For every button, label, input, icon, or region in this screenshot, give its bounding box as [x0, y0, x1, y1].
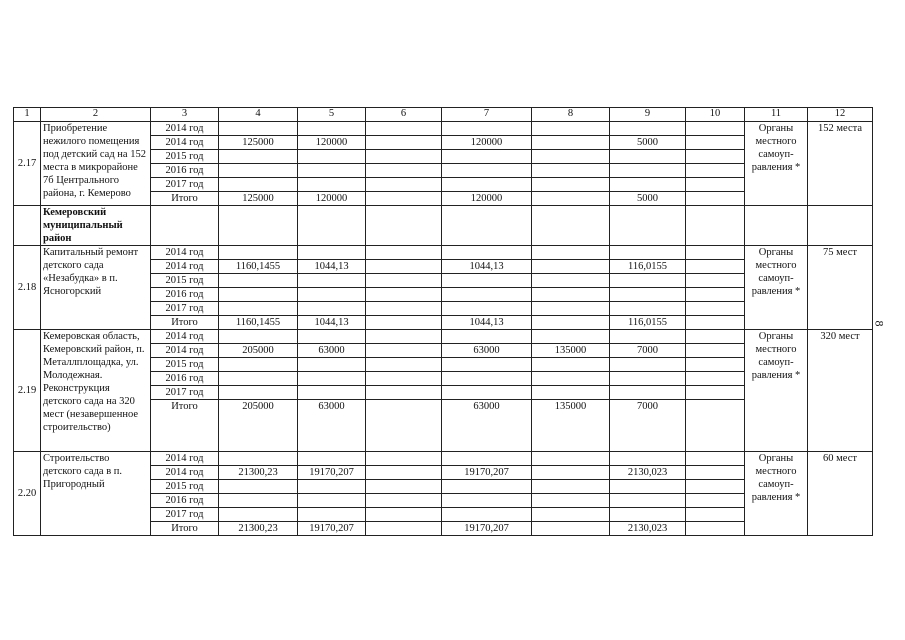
value-cell	[686, 400, 745, 452]
value-cell	[686, 372, 745, 386]
executor-cell: Органы местного самоуп-равления *	[745, 246, 808, 330]
value-cell	[686, 494, 745, 508]
value-cell	[686, 508, 745, 522]
value-cell	[366, 302, 442, 316]
result-cell: 60 мест	[808, 452, 873, 536]
executor-cell: Органы местного самоуп-равления *	[745, 122, 808, 206]
cell-empty	[298, 206, 366, 246]
section-row	[14, 206, 873, 246]
value-cell: 135000	[532, 344, 610, 358]
value-cell: 19170,207	[442, 522, 532, 536]
cell-empty	[532, 206, 610, 246]
value-cell	[366, 178, 442, 192]
value-cell	[686, 274, 745, 288]
value-cell: 7000	[610, 400, 686, 452]
value-cell	[442, 164, 532, 178]
value-cell	[298, 246, 366, 260]
value-cell	[686, 288, 745, 302]
value-cell	[610, 330, 686, 344]
value-cell	[686, 192, 745, 206]
value-cell: 1044,13	[442, 260, 532, 274]
value-cell	[532, 508, 610, 522]
column-header: 11	[745, 108, 808, 122]
value-cell	[219, 150, 298, 164]
value-cell	[219, 358, 298, 372]
value-cell	[442, 494, 532, 508]
value-cell	[298, 302, 366, 316]
value-cell: 120000	[298, 136, 366, 150]
value-cell	[532, 302, 610, 316]
header-row	[14, 108, 873, 122]
year-cell: 2015 год	[151, 274, 219, 288]
year-cell: 2015 год	[151, 480, 219, 494]
value-cell	[366, 358, 442, 372]
value-cell	[532, 358, 610, 372]
value-cell	[366, 452, 442, 466]
value-cell	[532, 316, 610, 330]
value-cell	[610, 150, 686, 164]
year-cell: 2014 год	[151, 330, 219, 344]
item-number: 2.17	[14, 122, 41, 206]
year-cell: 2017 год	[151, 386, 219, 400]
value-cell	[219, 274, 298, 288]
value-cell	[610, 274, 686, 288]
item-number: 2.18	[14, 246, 41, 330]
item-number: 2.19	[14, 330, 41, 452]
value-cell: 2130,023	[610, 522, 686, 536]
value-cell	[610, 178, 686, 192]
value-cell	[686, 122, 745, 136]
program-table	[13, 107, 873, 536]
value-cell	[532, 494, 610, 508]
value-cell	[442, 274, 532, 288]
value-cell: 63000	[442, 400, 532, 452]
value-cell	[366, 316, 442, 330]
page-number: 8	[872, 320, 887, 327]
item-name: Приобретение нежилого помещения под детский сад на 152 места в микрорайоне 7б Центрального района, г. Кемерово	[41, 122, 151, 206]
column-header: 2	[41, 108, 151, 122]
value-cell	[686, 466, 745, 480]
column-header: 3	[151, 108, 219, 122]
value-cell	[366, 122, 442, 136]
year-cell: Итого	[151, 400, 219, 452]
value-cell	[610, 386, 686, 400]
value-cell	[442, 178, 532, 192]
value-cell	[366, 400, 442, 452]
column-header: 6	[366, 108, 442, 122]
value-cell	[219, 288, 298, 302]
value-cell	[442, 330, 532, 344]
value-cell	[298, 358, 366, 372]
value-cell	[532, 274, 610, 288]
year-cell: 2015 год	[151, 150, 219, 164]
value-cell	[298, 288, 366, 302]
value-cell	[366, 192, 442, 206]
value-cell	[532, 522, 610, 536]
value-cell	[366, 260, 442, 274]
table-row	[14, 330, 873, 344]
cell-empty	[151, 206, 219, 246]
value-cell	[686, 386, 745, 400]
result-cell: 75 мест	[808, 246, 873, 330]
value-cell	[219, 452, 298, 466]
value-cell	[442, 246, 532, 260]
value-cell	[532, 150, 610, 164]
year-cell: 2016 год	[151, 164, 219, 178]
item-name: Кемеровская область, Кемеровский район, п. Металлплощадка, ул. Молодежная. Реконструкция детского сада на 320 мест (незавершенное строительство)	[41, 330, 151, 452]
table-body	[14, 108, 873, 536]
value-cell	[532, 288, 610, 302]
value-cell: 19170,207	[298, 466, 366, 480]
cell-empty	[745, 206, 808, 246]
column-header: 4	[219, 108, 298, 122]
value-cell	[686, 136, 745, 150]
column-header: 12	[808, 108, 873, 122]
value-cell: 5000	[610, 192, 686, 206]
value-cell: 120000	[442, 136, 532, 150]
value-cell: 21300,23	[219, 522, 298, 536]
value-cell: 120000	[442, 192, 532, 206]
cell-empty	[442, 206, 532, 246]
value-cell	[219, 494, 298, 508]
table-row	[14, 246, 873, 260]
section-title: Кемеровский муниципальный район	[41, 206, 151, 246]
value-cell: 1044,13	[298, 316, 366, 330]
value-cell	[532, 246, 610, 260]
value-cell	[442, 302, 532, 316]
value-cell	[442, 122, 532, 136]
year-cell: 2014 год	[151, 344, 219, 358]
column-header: 7	[442, 108, 532, 122]
value-cell	[219, 372, 298, 386]
value-cell	[298, 178, 366, 192]
value-cell	[532, 386, 610, 400]
value-cell	[366, 508, 442, 522]
cell-empty	[366, 206, 442, 246]
table-row	[14, 452, 873, 466]
value-cell	[610, 358, 686, 372]
result-cell: 152 места	[808, 122, 873, 206]
value-cell: 125000	[219, 136, 298, 150]
cell-empty	[686, 206, 745, 246]
value-cell	[610, 122, 686, 136]
item-number: 2.20	[14, 452, 41, 536]
value-cell	[442, 288, 532, 302]
value-cell	[532, 452, 610, 466]
value-cell: 205000	[219, 344, 298, 358]
value-cell	[442, 372, 532, 386]
value-cell	[442, 508, 532, 522]
value-cell	[686, 358, 745, 372]
value-cell	[366, 344, 442, 358]
value-cell	[219, 122, 298, 136]
value-cell: 63000	[298, 344, 366, 358]
value-cell	[610, 246, 686, 260]
value-cell	[442, 358, 532, 372]
value-cell	[219, 178, 298, 192]
column-header: 10	[686, 108, 745, 122]
value-cell	[366, 330, 442, 344]
value-cell	[686, 452, 745, 466]
year-cell: 2016 год	[151, 288, 219, 302]
year-cell: 2014 год	[151, 452, 219, 466]
value-cell	[686, 316, 745, 330]
value-cell: 5000	[610, 136, 686, 150]
value-cell: 116,0155	[610, 260, 686, 274]
value-cell	[532, 178, 610, 192]
value-cell	[532, 466, 610, 480]
value-cell	[219, 246, 298, 260]
value-cell	[686, 522, 745, 536]
value-cell	[686, 246, 745, 260]
year-cell: 2014 год	[151, 246, 219, 260]
value-cell: 205000	[219, 400, 298, 452]
value-cell	[219, 164, 298, 178]
column-header: 9	[610, 108, 686, 122]
value-cell	[219, 330, 298, 344]
value-cell	[298, 274, 366, 288]
value-cell	[366, 164, 442, 178]
value-cell	[366, 386, 442, 400]
cell-empty	[219, 206, 298, 246]
cell-empty	[14, 206, 41, 246]
value-cell	[298, 150, 366, 164]
value-cell: 116,0155	[610, 316, 686, 330]
item-name: Строительство детского сада в п. Пригородный	[41, 452, 151, 536]
value-cell	[686, 330, 745, 344]
value-cell	[610, 164, 686, 178]
value-cell	[366, 466, 442, 480]
year-cell: Итого	[151, 192, 219, 206]
item-name: Капитальный ремонт детского сада «Незабудка» в п. Ясногорский	[41, 246, 151, 330]
value-cell: 19170,207	[442, 466, 532, 480]
value-cell: 63000	[442, 344, 532, 358]
value-cell	[298, 122, 366, 136]
value-cell	[366, 136, 442, 150]
value-cell	[442, 480, 532, 494]
year-cell: 2015 год	[151, 358, 219, 372]
year-cell: Итого	[151, 522, 219, 536]
value-cell	[366, 150, 442, 164]
value-cell: 19170,207	[298, 522, 366, 536]
cell-empty	[610, 206, 686, 246]
executor-cell: Органы местного самоуп-равления *	[745, 452, 808, 536]
value-cell	[366, 494, 442, 508]
table-row	[14, 122, 873, 136]
value-cell: 120000	[298, 192, 366, 206]
cell-empty	[808, 206, 873, 246]
value-cell	[219, 302, 298, 316]
value-cell: 1044,13	[298, 260, 366, 274]
value-cell	[610, 452, 686, 466]
value-cell	[610, 480, 686, 494]
column-header: 5	[298, 108, 366, 122]
value-cell	[298, 386, 366, 400]
value-cell: 1160,1455	[219, 260, 298, 274]
value-cell	[686, 344, 745, 358]
value-cell	[532, 122, 610, 136]
result-cell: 320 мест	[808, 330, 873, 452]
value-cell	[366, 288, 442, 302]
value-cell	[298, 508, 366, 522]
year-cell: Итого	[151, 316, 219, 330]
year-cell: 2014 год	[151, 466, 219, 480]
value-cell	[532, 192, 610, 206]
executor-cell: Органы местного самоуп-равления *	[745, 330, 808, 452]
value-cell	[532, 136, 610, 150]
value-cell	[366, 274, 442, 288]
value-cell	[366, 372, 442, 386]
value-cell	[686, 150, 745, 164]
value-cell	[298, 494, 366, 508]
value-cell	[686, 480, 745, 494]
value-cell	[219, 386, 298, 400]
value-cell	[610, 372, 686, 386]
value-cell	[366, 246, 442, 260]
value-cell	[686, 260, 745, 274]
year-cell: 2016 год	[151, 494, 219, 508]
value-cell	[298, 164, 366, 178]
value-cell: 21300,23	[219, 466, 298, 480]
value-cell	[442, 150, 532, 164]
column-header: 1	[14, 108, 41, 122]
value-cell	[532, 480, 610, 494]
year-cell: 2014 год	[151, 122, 219, 136]
value-cell	[442, 386, 532, 400]
value-cell: 63000	[298, 400, 366, 452]
value-cell	[532, 330, 610, 344]
year-cell: 2017 год	[151, 508, 219, 522]
year-cell: 2016 год	[151, 372, 219, 386]
value-cell	[686, 302, 745, 316]
value-cell	[442, 452, 532, 466]
year-cell: 2017 год	[151, 302, 219, 316]
value-cell	[532, 260, 610, 274]
value-cell: 125000	[219, 192, 298, 206]
column-header: 8	[532, 108, 610, 122]
value-cell	[366, 480, 442, 494]
value-cell	[219, 508, 298, 522]
value-cell	[219, 480, 298, 494]
value-cell: 1160,1455	[219, 316, 298, 330]
value-cell	[686, 164, 745, 178]
year-cell: 2017 год	[151, 178, 219, 192]
year-cell: 2014 год	[151, 260, 219, 274]
value-cell: 135000	[532, 400, 610, 452]
value-cell: 2130,023	[610, 466, 686, 480]
value-cell	[298, 452, 366, 466]
value-cell	[532, 372, 610, 386]
value-cell	[366, 522, 442, 536]
year-cell: 2014 год	[151, 136, 219, 150]
value-cell	[532, 164, 610, 178]
value-cell	[610, 508, 686, 522]
value-cell: 7000	[610, 344, 686, 358]
value-cell	[686, 178, 745, 192]
value-cell	[298, 480, 366, 494]
value-cell	[298, 372, 366, 386]
value-cell	[610, 302, 686, 316]
value-cell	[610, 288, 686, 302]
value-cell	[298, 330, 366, 344]
value-cell	[610, 494, 686, 508]
value-cell: 1044,13	[442, 316, 532, 330]
